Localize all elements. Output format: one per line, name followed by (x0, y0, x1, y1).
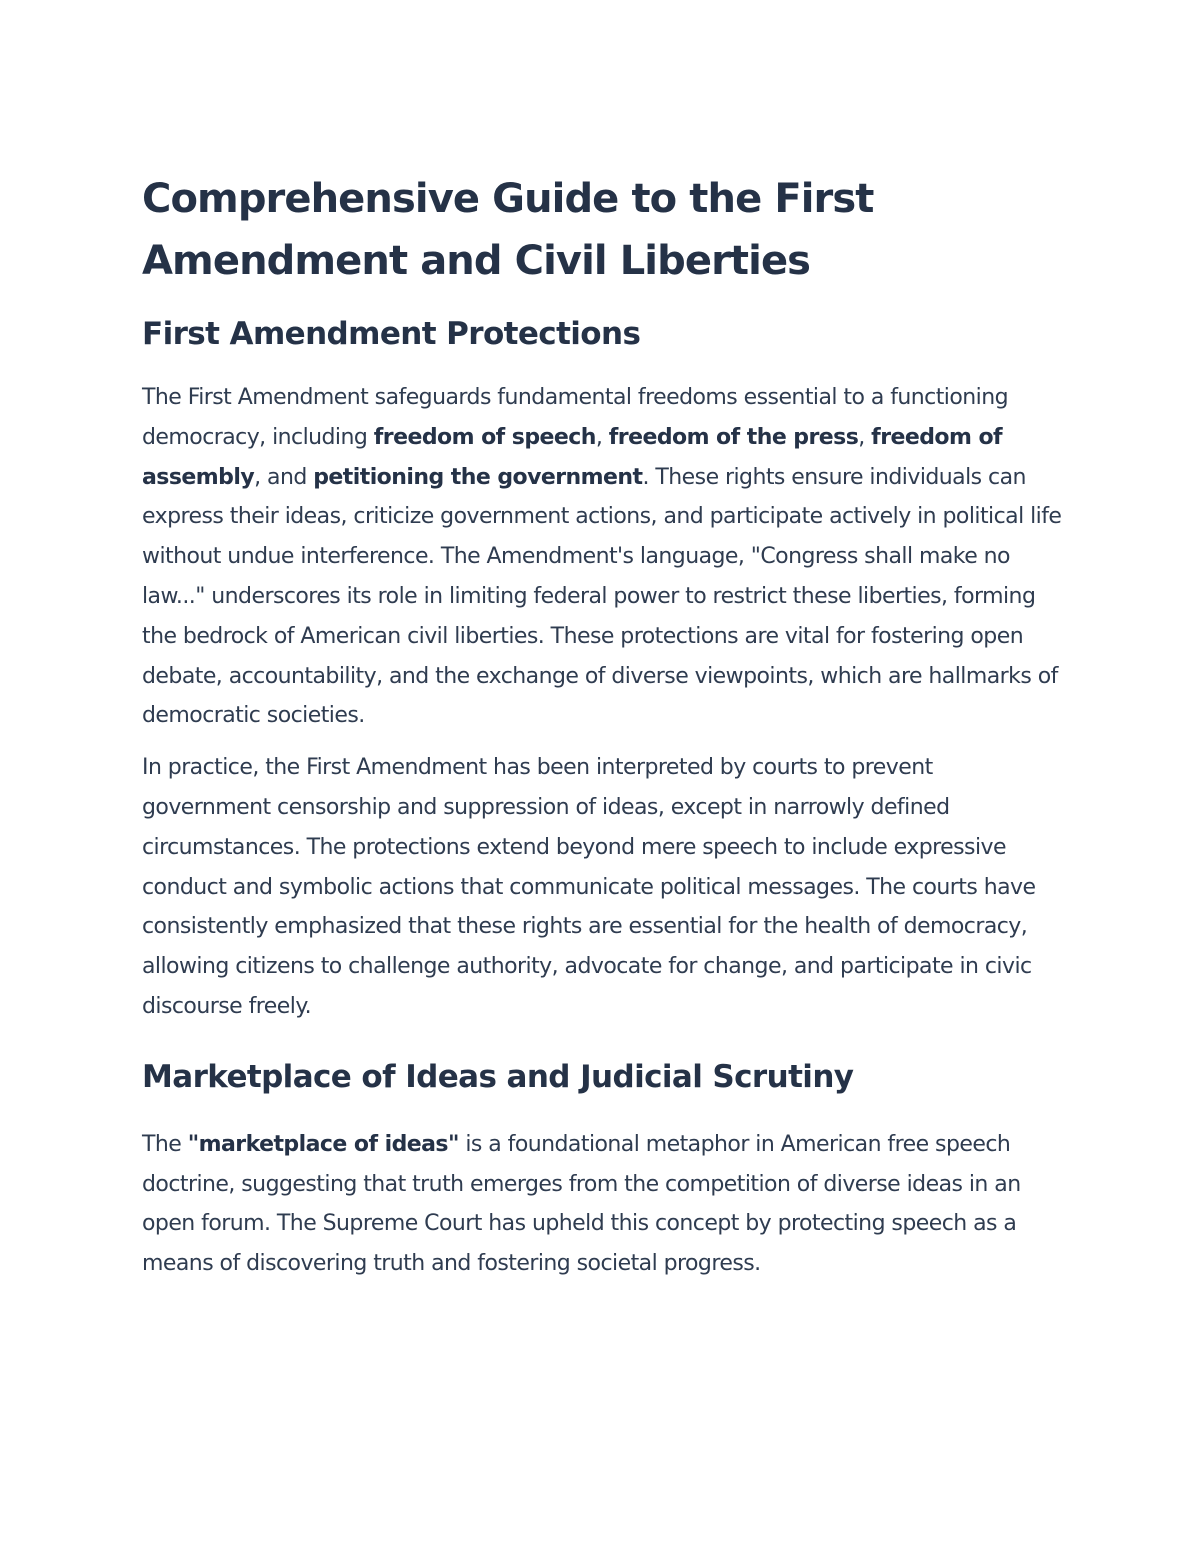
bold-term-petitioning-the-government: petitioning the government (313, 464, 643, 490)
bold-term-freedom-of-the-press: freedom of the press (608, 424, 859, 450)
bold-term-freedom-of-assembly: freedom of assembly (142, 424, 1003, 490)
paragraph-first-amendment-in-practice: In practice, the First Amendment has been interpreted by courts to prevent government censorship and suppression of ideas, except in narrowly defined circumstances. The protections extend beyond mere speech to include expressive conduct and symbolic actions that communicate political messages. The courts have consistently emphasized that these rights are essential for the health of democracy, allowing citizens to challenge authority, advocate for change, and participate in civic discourse freely. (142, 755, 1036, 1019)
text-run: is a foundational metaphor in American free speech doctrine, suggesting that truth emerges from the competition of diverse ideas in an open forum. The Supreme Court has upheld this concept by protecting speech as a means of discovering truth and fostering societal progress. (142, 1131, 1021, 1277)
text-run: , (858, 424, 872, 450)
paragraph-marketplace-of-ideas (142, 1125, 1062, 1284)
paragraph-first-amendment-overview (142, 378, 1062, 736)
text-run: . These rights ensure individuals can express their ideas, criticize government actions, and participate actively in political life without undue interference. The Amendment's language, "Congress shall make no law..." underscores its role in limiting federal power to restrict these liberties, forming the bedrock of American civil liberties. These protections are vital for fostering open debate, accountability, and the exchange of diverse viewpoints, which are hallmarks of democratic societies. (142, 464, 1062, 729)
document-page (142, 168, 1062, 1296)
text-run: , (595, 424, 609, 450)
text-run: The (142, 1131, 188, 1157)
bold-term-marketplace-of-ideas: "marketplace of ideas" (187, 1131, 459, 1157)
document-title: Comprehensive Guide to the First Amendment and Civil Liberties (142, 176, 874, 284)
text-run: , and (254, 464, 314, 490)
bold-term-freedom-of-speech: freedom of speech (373, 424, 596, 450)
section-heading-first-amendment-protections: First Amendment Protections (142, 316, 641, 352)
text-run: The First Amendment safeguards fundamental freedoms essential to a functioning democracy, including (142, 385, 1009, 450)
section-heading-marketplace-of-ideas: Marketplace of Ideas and Judicial Scrutiny (142, 1058, 854, 1095)
